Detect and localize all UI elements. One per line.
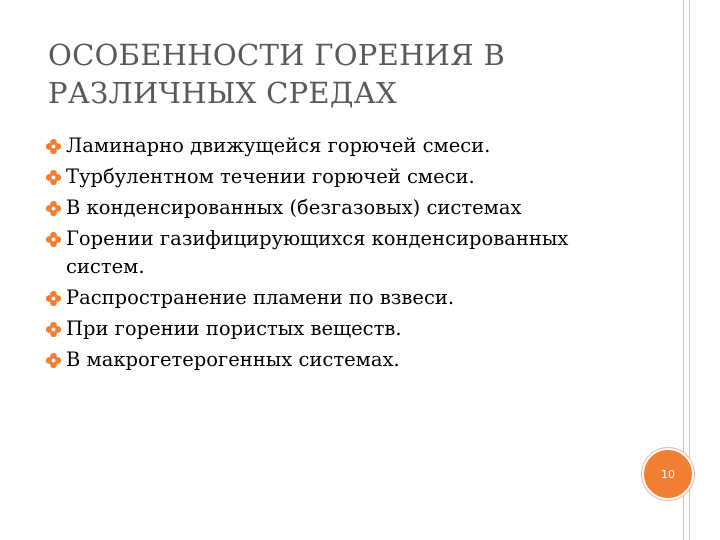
bullet-item	[46, 194, 646, 222]
bullet-item	[46, 284, 646, 312]
bullet-text: В макрогетерогенных системах.	[66, 348, 400, 371]
bullet-text: Горении газифицирующихся конденсированных систем.	[66, 227, 569, 278]
bullet-text: В конденсированных (безгазовых) системах	[66, 196, 522, 219]
bullet-item	[46, 132, 646, 160]
bullet-item	[46, 315, 646, 343]
page-number: 10	[661, 467, 675, 481]
flower-bullet-icon	[46, 132, 66, 160]
flower-bullet-icon	[46, 315, 66, 343]
flower-bullet-icon	[46, 284, 66, 312]
bullet-item	[46, 346, 646, 374]
bullet-text: При горении пористых веществ.	[66, 317, 402, 340]
bullet-text: Ламинарно движущейся горючей смеси.	[66, 134, 491, 157]
bullet-text: Турбулентном течении горючей смеси.	[66, 165, 475, 188]
title-line-2: РАЗЛИЧНЫХ СРЕДАХ	[48, 76, 397, 110]
slide-title	[48, 36, 648, 112]
flower-bullet-icon	[46, 346, 66, 374]
bullet-item	[46, 225, 646, 281]
bullet-text: Распространение пламени по взвеси.	[66, 286, 455, 309]
flower-bullet-icon	[46, 225, 66, 253]
title-line-1: ОСОБЕННОСТИ ГОРЕНИЯ В	[48, 38, 506, 72]
flower-bullet-icon	[46, 194, 66, 222]
bullet-item	[46, 163, 646, 191]
page-number-badge	[642, 448, 694, 500]
bullet-list	[46, 132, 646, 377]
flower-bullet-icon	[46, 163, 66, 191]
